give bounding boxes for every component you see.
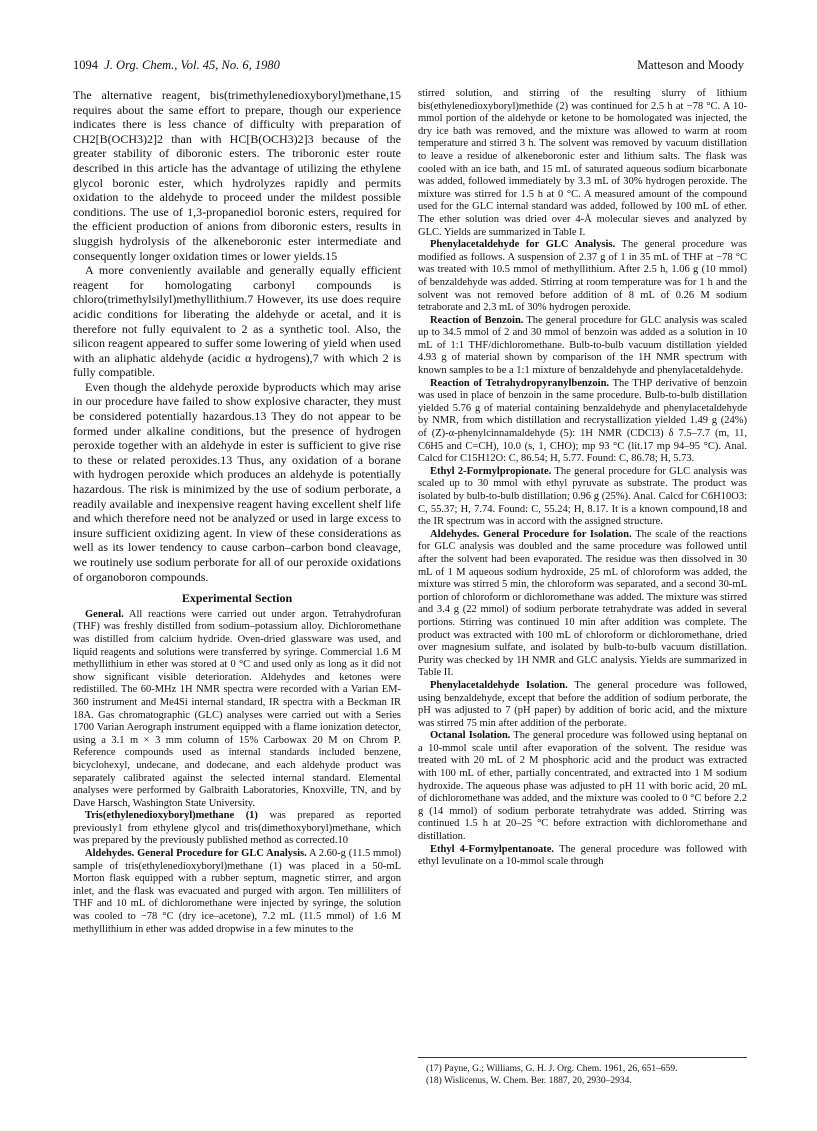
phenylacetaldehyde-glc-paragraph [418, 239, 747, 315]
intro-paragraph-3: Even though the aldehyde peroxide byproducts which may arise in our procedure have failed to show explosive character, they must be considered potentially hazardous.13 They do not appear to be formed under alkaline conditions, but the presence of hydrogen peroxide together with an aldehyde in ester is sufficient to give rise to these or related peroxides.13 Thus, any oxidation of a borane with hydrogen peroxide which produces an aldehyde is potentially hazardous. The risk is minimized by the use of sodium perborate, a readily available and inexpensive reagent having excellent shelf life and which therefore need not be analyzed or used in large excess to insure sufficient oxidizing agent. In view of these considerations as well as its lower tendency to cause carbon–carbon bond cleavage, we routinely use sodium perborate for all of our peroxide oxidations of organoboron compounds. [73, 379, 401, 584]
benzoin-paragraph [418, 315, 747, 378]
ethyl-4-formylpentanoate-text: The general procedure was followed with ethyl levulinate on a 10-mmol scale through [418, 843, 747, 868]
ethyl-2-formylpropionate-text: The general procedure for GLC analysis was scaled up to 30 mmol with ethyl pyruvate as substrate. The product was isolated by bulb-to-bulb distillation; 0.96 g (25%). Anal. Calcd for C6H10O3: C, 55.37; H, 7.74. Found: C, 55.24; H, 8.17. It is a known compound,18 and the IR spectrum was in accord with the assigned structure. [418, 465, 747, 528]
thp-paragraph [418, 378, 747, 466]
octanal-paragraph [418, 730, 747, 843]
intro-paragraph-2: A more conveniently available and generally equally efficient reagent for homologating carbonyl compounds is chloro(trimethylsilyl)methyllithium.7 However, its use does require acidic conditions for liberating the aldehyde or acetal, and it is therefore not fully equivalent to 2 as a synthetic tool. Also, the silicon reagent appeared to suffer some lowering of yield when used with an aliphatic aldehyde (acidic α hydrogens),7 with which 2 is fully compatible. [73, 263, 401, 380]
general-heading: General. [85, 608, 124, 620]
right-column [418, 88, 747, 869]
octanal-heading: Octanal Isolation. [430, 730, 511, 742]
aldehyde-glc-paragraph [73, 848, 401, 936]
benzoin-heading: Reaction of Benzoin. [430, 314, 524, 326]
ethyl-4-formylpentanoate-paragraph [418, 844, 747, 869]
header-left [73, 58, 280, 73]
general-text: All reactions were carried out under argon. Tetrahydrofuran (THF) was freshly distilled from sodium–potassium alloy. Dichloromethane was distilled from calcium hydride. Oven-dried glassware was used, and liquid reagents and solutions were transferred by syringe. Commercial 1.6 M methyllithium in ether was stored at 0 °C and used only as long as it did not show significant visible deterioration. Aldehydes and ketones were redistilled. The 60-MHz 1H NMR spectra were recorded with a Varian EM-360 instrument and Me4Si internal standard, IR spectra with a Beckman IR 18A. Gas chromatographic (GLC) analyses were carried out with a Series 1700 Varian Aerograph instrument equipped with a flame ionization detector, using a 3.1 m × 3 mm column of 15% Carbowax 20 M on Chrom P. Reference compounds used as internal standards included benzene, bicyclohexyl, undecane, and dodecane, and each aldehyde product was separately calibrated against the selected internal standard. Elemental analyses were performed by Galbraith Laboratories, Knoxville, TN, and by Dave Harsch, Washington State University. [73, 608, 401, 809]
isolation-text: The scale of the reactions for GLC analysis was doubled and the same procedure was followed until after the solvent had been evaporated. The residue was then dissolved in 30 mL of 1 M aqueous sodium hydroxide, 25 mL of chloroform was added, the mixture was stirred 5 min, the chloroform was separated, and a second 30-mL portion of chloroform or dichloromethane was added. The mixture was stirred and 3.4 g (22 mmol) of sodium perborate tetrahydrate was added in several portions. Stirring was continued 10 min after addition was complete. The product was extracted with 100 mL of chloroform or dichloromethane, dried over magnesium sulfate, and isolated by bulb-to-bulb vacuum distillation. Purity was checked by 1H NMR and GLC analysis. Yields are summarized in Table II. [418, 528, 747, 679]
aldehyde-glc-text: A 2.60-g (11.5 mmol) sample of tris(ethylenedioxyboryl)methane (1) was placed in a 50-mL Morton flask equipped with a rubber septum, magnetic stirrer, and argon inlet, and the flask was evacuated and purged with argon. Ten milliliters of THF and 10 mL of dichloromethane were injected by syringe, the solution was cooled to −78 °C (dry ice–acetone), 7.2 mL (11.5 mmol) of 1.6 M methyllithium in ether was added dropwise in a few minutes to the [73, 848, 402, 935]
thp-text: The THP derivative of benzoin was used in place of benzoin in the same procedure. Bulb-to-bulb distillation yielded 5.76 g of material containing benzaldehyde and phenylacetaldehyde by NMR, from which distillation and recrystallization yielded 1.49 g (24%) of (Z)-α-phenylcinnamaldehyde (5): 1H NMR (CDCl3) δ 7.5–7.7 (m, 11, C6H5 and C=CH), 10.0 (s, 1, CHO); mp 93 °C (lit.17 mp 94–95 °C). Anal. Calcd for C15H12O: C, 86.54; H, 5.77. Found: C, 86.78; H, 5.73. [418, 377, 747, 465]
tris-heading: Tris(ethylenedioxyboryl)methane (1) [85, 810, 258, 822]
references [418, 1057, 747, 1087]
tris-text: was prepared as reported previously1 from ethylene glycol and tris(dimethoxyboryl)methane, which was prepared by the previously published method as corrected.10 [73, 810, 401, 847]
journal-citation: J. Org. Chem., Vol. 45, No. 6, 1980 [104, 58, 280, 72]
general-paragraph [73, 609, 401, 811]
benzoin-text: The general procedure for GLC analysis was scaled up to 34.5 mmol of 2 and 30 mmol of benzoin was added as a solution in 10 mL of 1:1 THF/dichloromethane. Bulb-to-bulb vacuum distillation yielded 4.93 g of material shown by comparison of the 1H NMR spectrum with known samples to be a 1:1 mixture of benzaldehyde and phenylacetaldehyde. [418, 314, 748, 377]
isolation-heading: Aldehydes. General Procedure for Isolation. [430, 528, 632, 540]
continued-paragraph: stirred solution, and stirring of the resulting slurry of lithium bis(ethylenedioxyboryl)methide (2) was continued for 2.5 h at −78 °C. A 10-mmol portion of the aldehyde or ketone to be homologated was injected, the dry ice bath was removed, and the mixture was allowed to warm at room temperature and stirred 3 h. The solvent was removed by vacuum distillation to leave a residue of alkeneboronic ester and lithium salts. The flask was cooled with an ice bath, and 15 mL of saturated aqueous sodium bicarbonate was added, followed immediately by 3.3 mL of 30% hydrogen peroxide. The mixture was stirred for 1.5 h at 0 °C. A measured amount of the compound used for the GLC internal standard was added, followed by 100 mL of ether. The ether solution was dried over 4-Å molecular sieves and analyzed by GLC. Yields are summarized in Table I. [418, 88, 747, 238]
header-authors: Matteson and Moody [637, 58, 744, 72]
phenylacetaldehyde-isolation-paragraph [418, 680, 747, 730]
isolation-paragraph [418, 529, 747, 680]
section-title: Experimental Section [181, 591, 293, 606]
aldehyde-glc-heading: Aldehydes. General Procedure for GLC Analysis. [85, 848, 307, 860]
ethyl-2-formylpropionate-paragraph [418, 466, 747, 529]
tris-paragraph [73, 810, 401, 848]
intro-paragraph-1: The alternative reagent, bis(trimethylenedioxyboryl)methane,15 requires about the same effort to prepare, though our experience indicates there is less chance of difficulty with preparation of CH2[B(OCH3)2]2 than with HC[B(OCH3)2]3 because of the greater stability of diboronic esters. The triboronic ester route described in this article has the advantage of utilizing the ethylene glycol boronic ester, which hydrolyzes rapidly and permits oxidation to the aldehyde to proceed under the mildest possible conditions. The use of 1,3-propanediol boronic esters, required for the efficient production of anions from diboronic esters, results in sluggish hydrolysis of the alkeneboronic ester intermediate and consequently longer oxidation times or lower yields.15 [73, 88, 401, 263]
octanal-text: The general procedure was followed using heptanal on a 10-mmol scale until after evaporation of the solvent. The residue was treated with 20 mL of 2 M phosphoric acid and the product was extracted with 100 mL of ether, partially concentrated, and extracted into 1 M sodium hydroxide. The aqueous phase was adjusted to pH 11 with boric acid, 20 mL of dichloromethane was added, and the mixture was cooled to 0 °C before 2.2 g (14 mmol) of sodium perborate tetrahydrate was added. Stirring was continued 1.5 h at 20–25 °C before extraction with dichloromethane and distillation. [418, 730, 747, 843]
phenylacetaldehyde-isolation-text: The general procedure was followed, using benzaldehyde, except that before the addition of sodium perborate, the pH was adjusted to 7 (pH paper) by addition of boric acid, and the mixture was stirred 75 min after addition of the perborate. [418, 679, 747, 729]
phenylacetaldehyde-isolation-heading: Phenylacetaldehyde Isolation. [430, 679, 568, 691]
thp-heading: Reaction of Tetrahydropyranylbenzoin. [430, 377, 610, 389]
ethyl-4-formylpentanoate-heading: Ethyl 4-Formylpentanoate. [430, 843, 554, 855]
running-header [73, 58, 744, 74]
left-column [73, 88, 401, 936]
ethyl-2-formylpropionate-heading: Ethyl 2-Formylpropionate. [430, 465, 552, 477]
page-number: 1094 [73, 58, 98, 72]
reference-18: (18) Wislicenus, W. Chem. Ber. 1887, 20, 2930–2934. [426, 1075, 632, 1086]
phenylacetaldehyde-glc-text: The general procedure was modified as follows. A suspension of 2.37 g of 1 in 35 mL of THF at −78 °C was treated with 10.5 mmol of methyllithium. After 2.5 h, 1.06 g (10 mmol) of benzaldehyde was added. Stirring at room temperature was for 1 h and the solvent was not removed before addition of 8 mL of 0.26 M sodium tetraborate and 2.3 mL of 30% hydrogen peroxide. [418, 239, 747, 314]
phenylacetaldehyde-glc-heading: Phenylacetaldehyde for GLC Analysis. [430, 239, 616, 251]
reference-17: (17) Payne, G.; Williams, G. H. J. Org. Chem. 1961, 26, 651–659. [426, 1064, 678, 1074]
